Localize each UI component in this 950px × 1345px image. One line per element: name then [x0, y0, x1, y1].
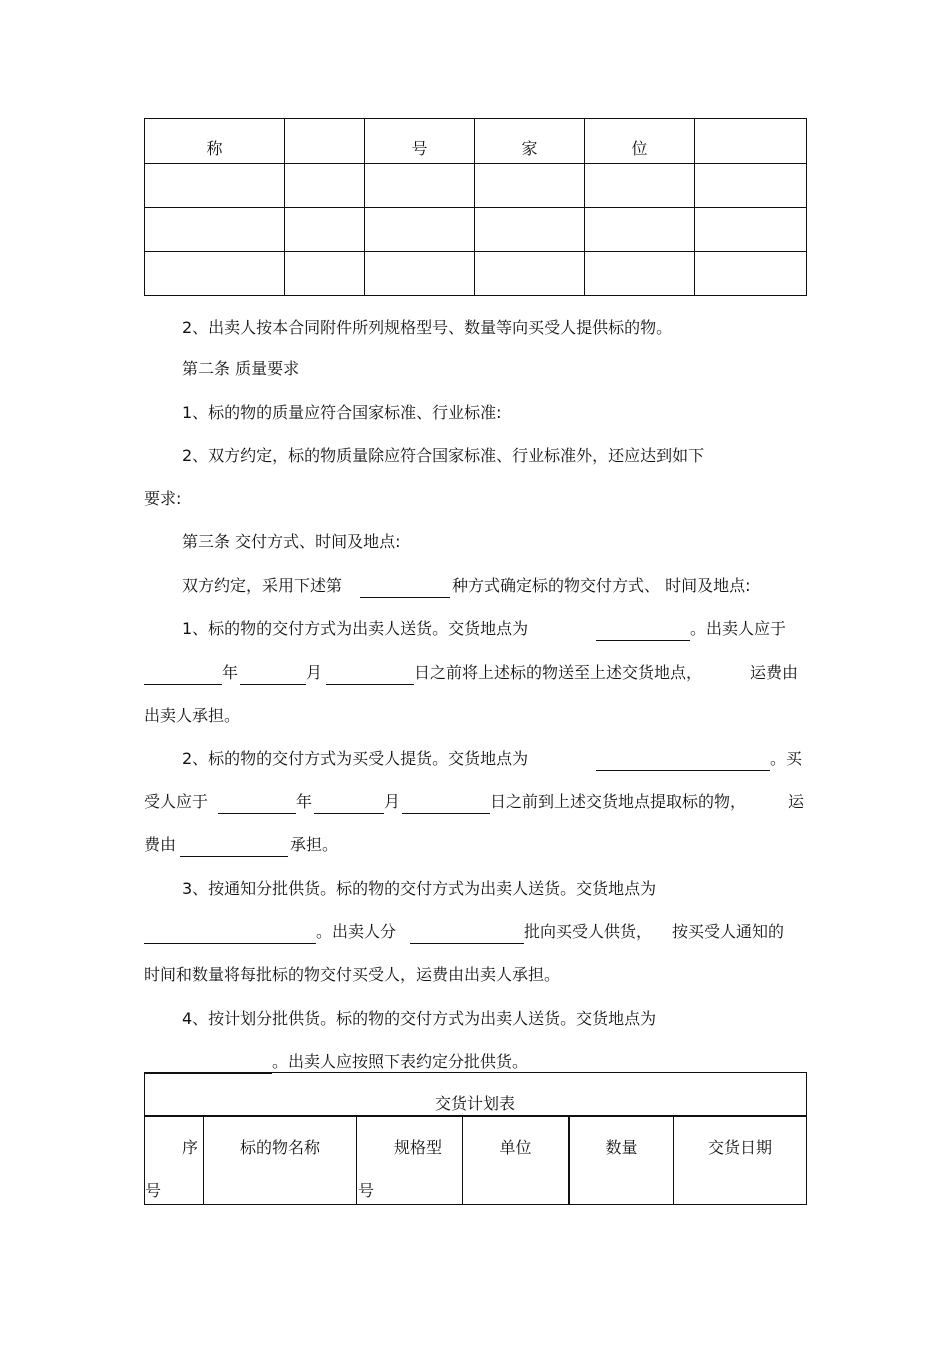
table-cell [585, 164, 695, 208]
option-2-line-1-end: 。买 [770, 749, 803, 768]
option-3-line-2-b: 批向买受人供货， [524, 922, 653, 941]
blank-delivery-place-2[interactable] [596, 769, 770, 771]
table-cell [285, 119, 365, 164]
table-cell [475, 252, 585, 296]
blank-delivery-place-1[interactable] [596, 639, 690, 641]
spec-table [144, 118, 807, 296]
table-cell [285, 252, 365, 296]
option-3-line-2-c: 按买受人通知的 [672, 922, 785, 941]
col-header-spec-cont: 号 [358, 1181, 375, 1200]
table-row [145, 119, 807, 164]
column-divider [462, 1117, 463, 1204]
article-3-intro-a: 双方约定，采用下述第 [182, 576, 343, 595]
col-header-seq: 序 [182, 1138, 199, 1157]
option-2-line-3-a: 费由 [144, 835, 177, 854]
paragraph-supply: 2、出卖人按本合同附件所列规格型号、数量等向买受人提供标的物。 [182, 318, 673, 337]
table-cell [145, 208, 285, 252]
table-cell: 家 [475, 119, 585, 164]
blank-freight-payer[interactable] [180, 855, 288, 857]
table-divider [144, 1115, 807, 1117]
col-header-name: 标的物名称 [239, 1138, 320, 1157]
column-divider [673, 1117, 674, 1204]
blank-month-1[interactable] [240, 683, 306, 685]
table-cell: 称 [145, 119, 285, 164]
col-header-seq-cont: 号 [145, 1181, 162, 1200]
table-cell [585, 208, 695, 252]
option-1-line-2: 日之前将上述标的物送至上述交货地点， [414, 663, 703, 682]
blank-year-1[interactable] [144, 683, 222, 685]
article-2-title: 第二条 质量要求 [182, 359, 300, 378]
col-header-spec: 规格型 [394, 1138, 443, 1157]
table-cell [365, 164, 475, 208]
table-cell [145, 252, 285, 296]
table-cell [695, 119, 807, 164]
table-row [145, 252, 807, 296]
table-cell [285, 208, 365, 252]
article-3-intro-b: 种方式确定标的物交付方式、 时间及地点: [452, 576, 751, 595]
paragraph-quality-2: 2、双方约定，标的物质量除应符合国家标准、行业标准外，还应达到如下 [182, 446, 705, 465]
option-1-line-1: 1、标的物的交付方式为出卖人送货。交货地点为 [182, 619, 529, 638]
option-4-line-2: 。出卖人应按照下表约定分批供货。 [272, 1052, 529, 1071]
table-cell [145, 164, 285, 208]
blank-month-2[interactable] [314, 812, 384, 814]
table-cell [475, 164, 585, 208]
option-2-line-2-a: 受人应于 [144, 792, 209, 811]
column-divider [356, 1117, 357, 1204]
table-cell [695, 208, 807, 252]
month-label: 月 [384, 792, 401, 811]
blank-batch-count[interactable] [410, 942, 524, 944]
table-cell [365, 208, 475, 252]
year-label: 年 [222, 663, 239, 682]
blank-day-1[interactable] [326, 683, 414, 685]
table-cell [285, 164, 365, 208]
table-row [145, 208, 807, 252]
table-cell [585, 252, 695, 296]
option-4-line-1: 4、按计划分批供货。标的物的交付方式为出卖人送货。交货地点为 [182, 1009, 657, 1028]
article-3-title: 第三条 交付方式、时间及地点: [182, 532, 401, 551]
option-3-line-3: 时间和数量将每批标的物交付买受人，运费由出卖人承担。 [144, 965, 561, 984]
column-divider [568, 1117, 570, 1204]
table-cell [695, 164, 807, 208]
option-1-line-3: 出卖人承担。 [144, 706, 241, 725]
delivery-plan-table [144, 1072, 806, 1204]
plan-table-title: 交货计划表 [434, 1094, 515, 1113]
option-1-line-2-end: 运费由 [750, 663, 799, 682]
option-3-line-2-a: 。出卖人分 [316, 922, 397, 941]
blank-year-2[interactable] [218, 812, 296, 814]
table-row [145, 164, 807, 208]
blank-day-2[interactable] [402, 812, 490, 814]
option-2-line-3-b: 承担。 [290, 835, 339, 854]
option-2-line-2-end: 运 [788, 792, 805, 811]
option-2-line-1: 2、标的物的交付方式为买受人提货。交货地点为 [182, 749, 529, 768]
col-header-date: 交货日期 [707, 1138, 772, 1157]
table-cell: 号 [365, 119, 475, 164]
option-3-line-1: 3、按通知分批供货。标的物的交付方式为出卖人送货。交货地点为 [182, 879, 657, 898]
paragraph-quality-2-cont: 要求: [144, 489, 182, 508]
paragraph-quality-1: 1、标的物的质量应符合国家标准、行业标准: [182, 403, 502, 422]
table-cell: 位 [585, 119, 695, 164]
blank-method-number[interactable] [360, 596, 450, 598]
table-cell [365, 252, 475, 296]
table-cell [475, 208, 585, 252]
col-header-qty: 数量 [605, 1138, 638, 1157]
year-label: 年 [296, 792, 313, 811]
blank-delivery-place-3[interactable] [144, 942, 316, 944]
table-cell [695, 252, 807, 296]
option-1-line-1-end: 。出卖人应于 [690, 619, 787, 638]
column-divider [203, 1117, 204, 1204]
month-label: 月 [306, 663, 323, 682]
col-header-unit: 单位 [499, 1138, 532, 1157]
option-2-line-2: 日之前到上述交货地点提取标的物， [490, 792, 747, 811]
